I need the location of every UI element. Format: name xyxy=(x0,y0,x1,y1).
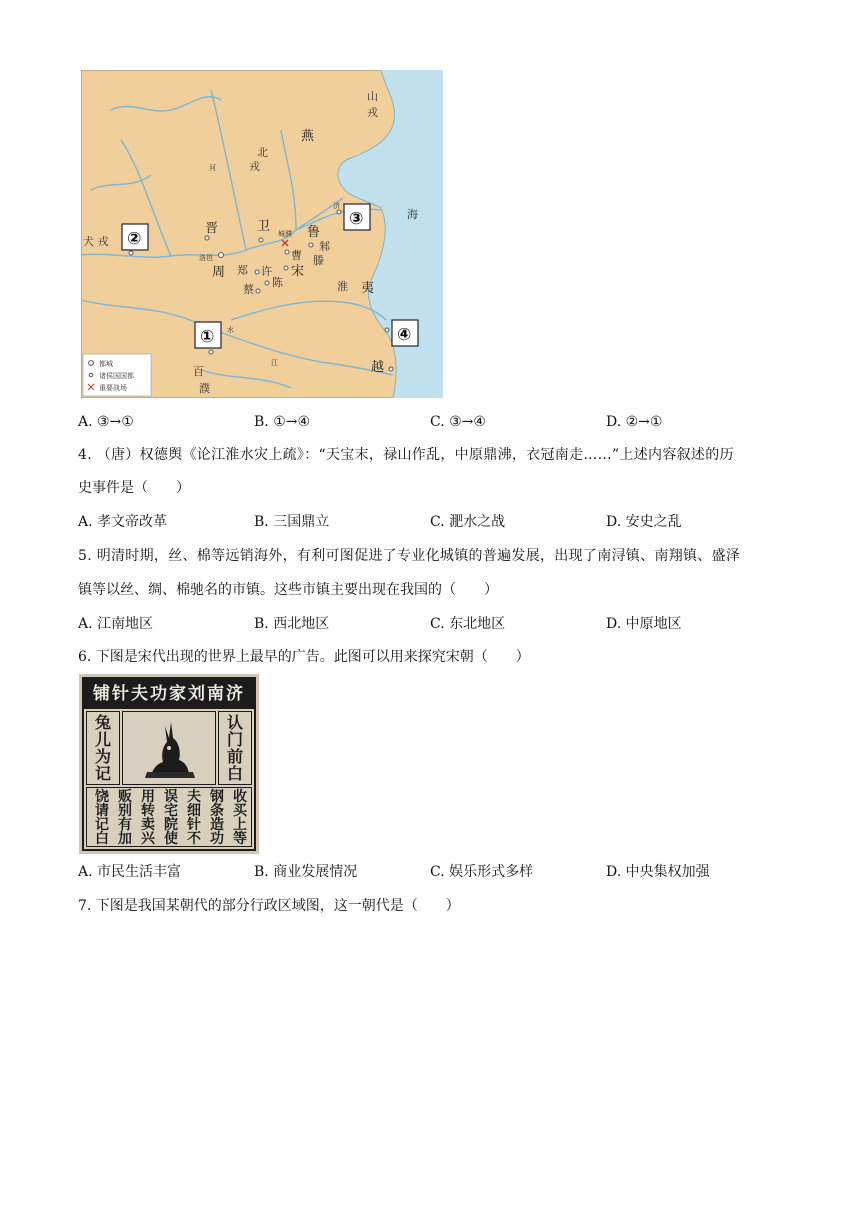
q3-option-a[interactable]: A. ③→① xyxy=(78,414,134,430)
map-label-shan: 山 xyxy=(367,90,378,103)
q5-stem-line1: 5. 明清时期，丝、棉等远销海外，有利可图促进了专业化城镇的普遍发展，出现了南浔镇、南翔镇、盛泽 xyxy=(78,548,741,564)
q5-option-b[interactable]: B. 西北地区 xyxy=(254,616,330,632)
ad-col-4: 误 宅 院 使 xyxy=(164,789,178,847)
q5-option-a[interactable]: A. 江南地区 xyxy=(78,616,154,632)
legend-battlefield: 重要战场 xyxy=(99,384,127,392)
map-label-yi: 夷 xyxy=(361,281,375,296)
q3-option-c[interactable]: C. ③→④ xyxy=(430,414,486,430)
map-label-lu: 鲁 xyxy=(307,225,321,240)
ad-col-3: 夫 细 针 不 xyxy=(187,789,201,847)
q4-stem-line1: 4. （唐）权德舆《论江淮水灾上疏》：“天宝末，禄山作乱，中原鼎沸，衣冠南走……”上述内容叙述的历 xyxy=(78,447,734,463)
map-label-zhu: 邾 xyxy=(319,240,330,253)
map-label-yue: 越 xyxy=(371,360,385,375)
q5-option-d[interactable]: D. 中原地区 xyxy=(606,616,682,632)
q6-option-d[interactable]: D. 中央集权加强 xyxy=(606,864,710,880)
map-label-jiang: 江 xyxy=(271,359,278,367)
spring-autumn-map xyxy=(81,70,443,398)
ad-col-6: 贩 别 有 加 xyxy=(118,789,132,847)
ad-col-7: 饶 请 记 白 xyxy=(95,789,109,847)
q6-option-a[interactable]: A. 市民生活丰富 xyxy=(78,864,182,880)
map-label-sea: 海 xyxy=(407,208,418,221)
map-label-cai: 蔡 xyxy=(243,283,254,296)
q5-option-c[interactable]: C. 东北地区 xyxy=(430,616,506,632)
ad-right-panel xyxy=(218,711,252,785)
q5-stem-line2: 镇等以丝、绸、棉驰名的市镇。这些市镇主要出现在我国的（ ） xyxy=(78,582,498,598)
map-label-jin: 晋 xyxy=(205,221,219,236)
map-label-cao: 曹 xyxy=(291,249,302,262)
song-advertisement-image xyxy=(79,674,259,854)
marker-3: ③ xyxy=(349,209,364,229)
marker-2: ② xyxy=(127,229,142,249)
rabbit-figure-icon xyxy=(123,712,215,784)
map-label-wei: 卫 xyxy=(257,219,271,234)
map-label-bei: 北 xyxy=(257,146,268,159)
ad-rabbit-emblem xyxy=(122,711,216,785)
map-label-chen: 陈 xyxy=(272,276,283,289)
map-label-rong2: 戎 xyxy=(249,160,260,173)
ad-left-panel xyxy=(86,711,120,785)
map-label-quanrong: 犬 戎 xyxy=(83,235,109,248)
map-label-zheng: 郑 xyxy=(237,264,248,277)
ad-left-text: 兔 儿 为 记 xyxy=(94,713,111,783)
ad-top-banner: 铺针夫功家刘南济 xyxy=(84,679,254,709)
legend-vassal-capital: 诸侯国国都 xyxy=(99,372,134,380)
q4-option-d[interactable]: D. 安史之乱 xyxy=(606,514,682,530)
ad-right-text: 认 门 前 白 xyxy=(226,713,243,783)
map-label-teng: 滕 xyxy=(313,254,324,267)
map-label-yan: 燕 xyxy=(301,129,315,144)
map-label-huai: 淮 xyxy=(337,280,348,293)
map-label-chengpu: 城濮 xyxy=(278,230,292,238)
q4-option-a[interactable]: A. 孝文帝改革 xyxy=(78,514,168,530)
ad-bottom-panel xyxy=(86,787,252,847)
q6-stem: 6. 下图是宋代出现的世界上最早的广告。此图可以用来探究宋朝（ ） xyxy=(78,649,530,665)
q7-stem: 7. 下图是我国某朝代的部分行政区域图，这一朝代是（ ） xyxy=(78,898,460,914)
ad-col-1: 收 买 上 等 xyxy=(233,789,247,847)
map-label-ji: 济 xyxy=(333,202,340,210)
ad-col-2: 钢 条 造 功 xyxy=(210,789,224,847)
map-label-he: 河 xyxy=(209,164,216,172)
map-label-xu: 许 xyxy=(261,265,272,278)
map-label-rong: 戎 xyxy=(367,106,378,119)
marker-4: ④ xyxy=(397,325,412,345)
q4-option-c[interactable]: C. 淝水之战 xyxy=(430,514,506,530)
q3-option-d[interactable]: D. ②→① xyxy=(606,414,663,430)
map-label-pu: 濮 xyxy=(199,382,210,395)
legend-capital: 都城 xyxy=(99,360,113,368)
q4-option-b[interactable]: B. 三国鼎立 xyxy=(254,514,330,530)
marker-1: ① xyxy=(200,327,215,347)
q4-stem-line2: 史事件是（ ） xyxy=(78,480,190,496)
map-label-song: 宋 xyxy=(291,264,305,279)
ad-col-5: 用 转 卖 兴 xyxy=(141,789,155,847)
map-label-luoyi: 洛邑 xyxy=(199,254,213,262)
map-label-shui: 水 xyxy=(227,326,234,334)
q3-option-b[interactable]: B. ①→④ xyxy=(254,414,311,430)
map-label-bai: 百 xyxy=(193,365,204,378)
q6-option-b[interactable]: B. 商业发展情况 xyxy=(254,864,358,880)
map-label-zhou: 周 xyxy=(212,265,226,280)
q6-option-c[interactable]: C. 娱乐形式多样 xyxy=(430,864,534,880)
